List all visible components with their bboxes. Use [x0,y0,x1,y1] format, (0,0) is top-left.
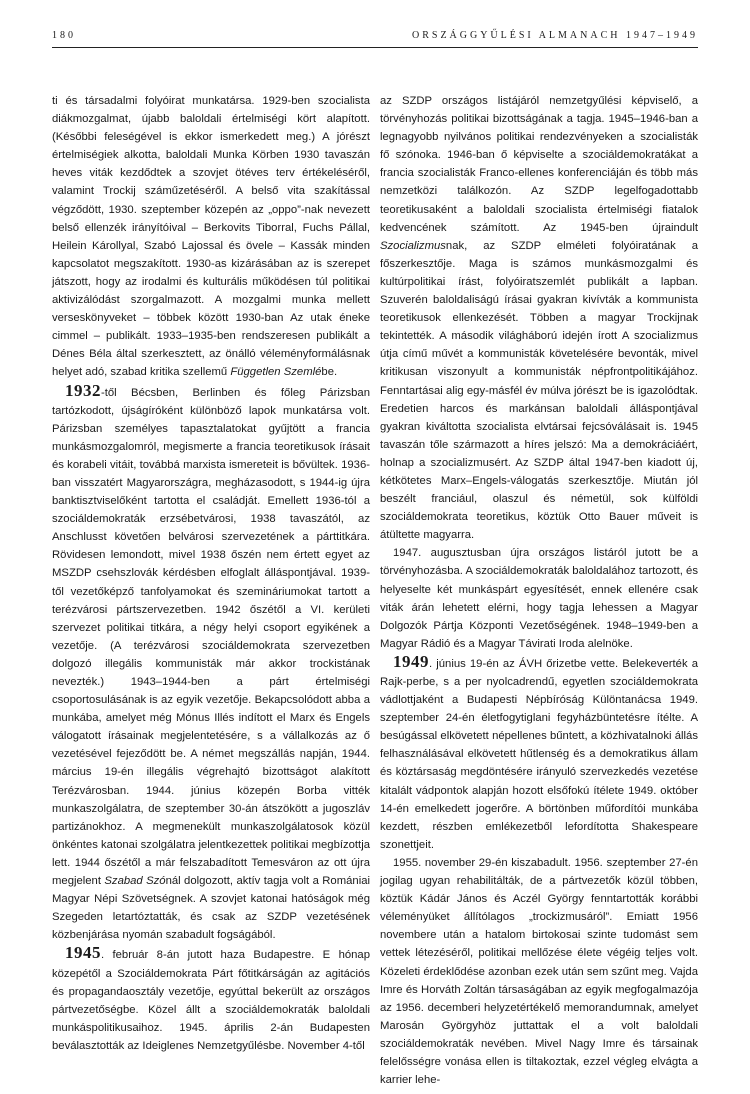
right-paragraph-3 [380,653,698,854]
left-p2-text: -től Bécsben, Berlinben és főleg Párizsban tartózkodott, újságíróként különböző lapok munkatársa volt. Párizsban személyes tapasztalatokat gyűjtött a francia munkásmozgalomról, megismerte a francia teoretikusok írásait és korabeli vitáit, továbbá marxista ismereteit is bővültek. 1936-ban visszatért Magyarországra, megházasodott, s 1944-ig újra banktisztviselőként tartotta el családját. Emellett 1936-tól a szociáldemokraták erzsébetvárosi, 1938 tavaszától, az Anschlusst követően belvárosi szervezetének a párttitkára. Rövidesen lemondott, mivel 1938 őszén nem értett egyet az MSZDP csehszlovák kérdésben elfoglalt álláspontjával. 1939-től vezetőképző tanfolyamokat és szemináriumokat tartott a terézvárosi pártszervezetben. 1942 őszétől a VI. kerületi szervezet politikai titkára, a négy helyi csoport egyikének a vezetője. (A terézvárosi szociáldemokrata szervezetben dolgozó illegális kommunisták már akkor trockistának nevezték.) 1943–1944-ben a párt értelmiségi csoportosulásának is az egyik vezetője. Bekapcsolódott abba a munkába, amelyet még Mónus Illés indított el Marx és Engels válogatott írásainak megjelentetésére, s a vállalkozás az ő vezetésével fejeződött be. A német megszállás napján, 1944. március 19-én illegális végrehajtó bizottságot alakított Terézvárosban. 1944. június közepén Borba vitték munkaszolgálatra, de szeptember 30-án átszökött a jugoszláv partizánokhoz. A megmenekült munkaszolgálatosok közül önkéntes katonai szolgálatra jelentkezettek politikai megbízottja lett. 1944 őszétől a már felszabadított Temesváron az ott újra megjelent [52,386,370,888]
running-title: ORSZÁGGYŰLÉSI ALMANACH 1947–1949 [411,30,698,41]
left-paragraph-2 [52,382,370,945]
page-number: 180 [52,30,76,41]
year-1932: 1932 [65,380,101,400]
left-p2-italic: Szabad Szó [104,875,166,888]
left-p1-text: ti és társadalmi folyóirat munkatársa. 1929-ben szocialista diákmozgalmat, újabb baloldali értelmiségi kört alapított. (Későbbi feleségével is ekkor ismerkedett meg.) A jórészt értelmiségiek alkotta, baloldali Munka Körben 1930 tavaszán heves viták kezdődtek a szovjet ötéves terv értékeléséről, valamint Trockij száműzetéséről. A belső vita szakítással végződött, 1930. szeptember közepén az „oppo”-nak nevezett belső ellenzék irányítóival – Berkovits Tiborral, Fuchs Pállal, Heilein Károllyal, Szabó Lajossal és övele – Kassák minden kapcsolatot megszakított. 1930-as kizárásában az is szerepet játszott, hogy az irodalmi és kulturális működésen túl politikai aktivizálódást szorgalmazott. A mozgalmi munka mellett verseskönyveket – többek között 1930-ban Az utak éneke cimmel – publikált. 1933–1935-ben rendszeresen publikált a Dénes Béla által szerkesztett, az önálló véleményformálásnak helyet adó, szabad kritika szellemű [52,95,370,379]
left-p2-end: nál dolgozott, aktív tagja volt a Romániai Magyar Népi Szövetségnek. A szovjet katonai hatóságok még Szegeden letartóztatták, és csak az SZDP vezetésének közbenjárása nyomán szabadult fogságából. [52,875,370,942]
left-paragraph-3 [52,944,370,1055]
right-p1-text: az SZDP országos listájáról nemzetgyűlési képviselő, a törvényhozás politikai bizottságának a tagja. 1945–1946-ban a legnagyobb nyilvános politikai rendezvényeken a szocialisták fő szónoka. 1946-ban ő képviselte a szociáldemokratákat a francia szocialisták Franco-ellenes konferenciáján és több más nemzetközi találkozón. Az SZDP legelfogadottabb teoretikusaként a baloldali szocialista értelmiségi fiatalok kedvencének számított. Az 1945-ben újraindult [380,95,698,234]
left-paragraph-1 [52,92,370,382]
left-column [52,92,370,1055]
year-1945: 1945 [65,943,101,963]
right-paragraph-4: 1955. november 29-én kiszabadult. 1956. szeptember 27-én jogilag ugyan rehabilitálták, de a pártvezetők közül többen, köztük Kádár János és Aczél György fenntartották korábbi véleményüket állítólagos „trockizmusáról”. Emiatt 1956 novembere után a hatalom birtokosai szinte tudomást sem vettek létezéséről, politikai mellőzése élete végéig teljes volt. Közeleti érdeklődése azonban ezek után sem szűnt meg. Vajda Imre és Horváth Zoltán társaságában az egyik megfogalmazója az 1956. decemberi helyzetértékelő memorandumnak, amelyet Marosán Györgyhöz juttattak el a volt baloldali szociáldemokraták nevében. Mivel Nagy Imre és társainak felelősségre vonása ellen is tiltakoztak, ezzel végleg elvágta a karrier lehe- [380,856,698,1087]
right-p1-end: nak, az SZDP elméleti folyóiratának a főszerkesztője. Maga is számos munkásmozgalmi és kultúrpolitikai írást, folyóiratszemlét publikált a lapban. Szuverén baloldaliságú írásai gyakran kivívták a kommunista teoretikusok ellenkezését. Többen a magyar Trockijnak tekintették. A második világháború idején írott A szocializmus útja című művét a kommunisták követelésére bevonták, mivel kritikusan viszonyult a kommunisták népfrontpolitikájához. Fenntartásai alig egy-másfél év múlva jórészt be is igazolódtak. Eredetien harcos és markánsan baloldali álláspontjával gyakran kiváltotta szocialista elvtársai fejcsóválásait is. 1945 tavaszán tőle származott a híres jelszó: Ma a demokráciáért, holnap a szocializmusért. Az SZDP által 1947-ben kiadott új, kétkötetes Marx–Engels-válogatás szerkesztője. Miután jól beszélt franciául, olaszul és németül, sok külföldi szociáldemokrata teoretikus, köztük Otto Bauer műveit is átültette magyarra. [380,239,698,542]
right-p3-text: . június 19-én az ÁVH őrizetbe vette. Belekeverték a Rajk-perbe, s a per nyolcadrendű, egyetlen szociáldemokrata vádlottjaként a Budapesti Népbíróság Különtanácsa 1949. szeptember 24-én életfogytiglani fegyházbüntetésre ítélte. A besúgással elkövetett népellenes bűntett, a közhivatalnoki állás felhasználásával elkövetett hűtlenség és a demokratikus állam és köztársaság megdöntésére irányuló szervezkedés vezetése kitalált vádpontok alapján hozott elsőfokú ítélete 1949. október 14-én emelkedett jogerőre. A börtönben műfordítói munkába kezdett, részben emlékezetből lefordította Shakespeare szonettjeit. [380,657,698,851]
year-1949: 1949 [393,651,429,671]
left-p3-text: . február 8-án jutott haza Budapestre. E hónap közepétől a Szociáldemokrata Párt főtitkárságán az agitációs és propagandaosztály vezetője, egyúttal bekerült az országos pártvezetőségbe. Közel állt a szociáldemokraták baloldali munkáspolitikusaihoz. 1945. április 2-án Budapesten beválasztották az Ideiglenes Nemzetgyűlésbe. November 4-től [52,949,370,1052]
left-p1-end: be. [321,366,338,379]
right-paragraph-1 [380,92,698,544]
header-rule [52,47,698,48]
left-p1-italic: Független Szemlé [230,366,322,379]
right-paragraph-2: 1947. augusztusban újra országos listáról jutott be a törvényhozásba. A szociáldemokraták baloldalához tartozott, és helyeselte két munkáspárt egyesítését, ennek ellenére csak viták árán lehetett elérni, hogy tagja lehessen a Magyar Dolgozók Pártja Központi Vezetőségének. 1948–1949-ben a Magyar Rádió és a Magyar Távirati Iroda alelnöke. [380,547,698,650]
right-p1-italic: Szocializmus [380,239,446,252]
right-column [380,92,698,1089]
page-header [52,30,698,41]
